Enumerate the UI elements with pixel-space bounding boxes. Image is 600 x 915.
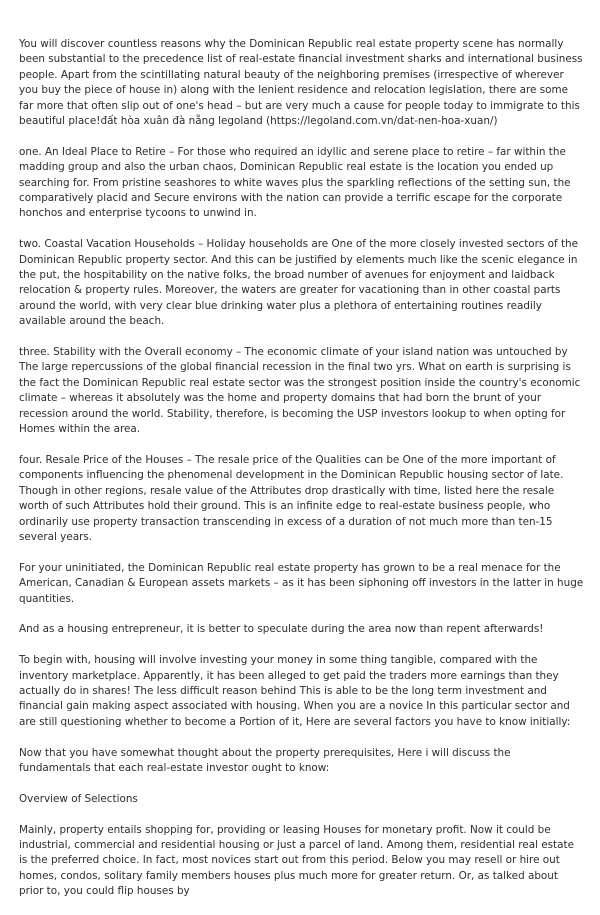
intro-text: You will discover countless reasons why the Dominican Republic real estate property scene has normally been substantial to the precedence list of real-estate financial investment sharks and international business people. Apart from the scintillating natural beauty of the neighboring premises (irrespective of wherever you buy the piece of house in) along with the lenient residence and relocation legislation, there are some far more that often slip out of one's head – but are very much a cause for people today to immigrate to this beautiful place! <box>19 38 583 128</box>
legoland-url: (https://legoland.com.vn/dat-nen-hoa-xuan/) <box>266 115 498 128</box>
paragraph-economy-stability: three. Stability with the Overall economy – The economic climate of your island nation was untouched by The large repercussions of the global financial recession in the final two yrs. What on earth is surprising is the fact the Dominican Republic real estate sector was the strongest position inside the country's economic climate – whereas it absolutely was the home and property domains that had born the brunt of your recession around the world. Stability, therefore, is becoming the USP investors lookup to when opting for Homes within the area. <box>19 346 581 436</box>
intro-paragraph <box>19 37 584 129</box>
section-heading-overview: Overview of Selections <box>19 792 138 805</box>
paragraph-vacation-homes: two. Coastal Vacation Households – Holiday households are One of the more closely invested sectors of the Dominican Republic property sector. And this can be justified by elements much like the scenic elegance in the put, the hospitability on the native folks, the broad number of avenues for enjoyment and laidback relocation & property rules. Moreover, the waters are greater for vacationing than in other coastal parts around the world, with very clear blue drinking water plus a plethora of entertaining routines readily available around the beach. <box>19 238 579 328</box>
article-body <box>19 37 584 915</box>
paragraph-mainly: Mainly, property entails shopping for, providing or leasing Houses for monetary profit. Now it could be industrial, commercial and residential housing or just a parcel of land. Among them, residential real estate is the preferred choice. In fact, most novices start out from this period. Below you may resell or hire out homes, condos, solitary family members houses plus much more for greater return. Or, as talked about prior to, you could flip houses by <box>19 823 574 898</box>
paragraph-retire: one. An Ideal Place to Retire – For those who required an idyllic and serene place to retire – far within the madding group and also the urban chaos, Dominican Republic real estate is the location you ended up searching for. From pristine seashores to white waves plus the sparkling reflections of the setting sun, the comparatively placid and Secure environs with the nation can provide a terrific escape for the corporate honchos and enterprise tycoons to unwind in. <box>19 145 571 220</box>
legoland-link[interactable]: đất hòa xuân đà nẵng legoland <box>100 115 263 128</box>
paragraph-fundamentals: Now that you have somewhat thought about the property prerequisites, Here i will discuss the fundamentals that each real-estate investor ought to know: <box>19 746 511 774</box>
paragraph-begin: To begin with, housing will involve investing your money in some thing tangible, compared with the inventory marketplace. Apparently, it has been alleged to get paid the traders more earnings than they actually do in shares! The less difficult reason behind This is able to be the long term investment and financial gain making aspect associated with housing. When you are a novice In this particular sector and are still questioning whether to become a Portion of it, Here are several factors you have to know initially: <box>19 654 571 728</box>
paragraph-uninitiated: For your uninitiated, the Dominican Republic real estate property has grown to be a real menace for the American, Canadian & European assets markets – as it has been siphoning off investors in the latter in huge quantities. <box>19 561 584 605</box>
paragraph-entrepreneur: And as a housing entrepreneur, it is better to speculate during the area now than repent afterwards! <box>19 623 544 636</box>
paragraph-resale-price: four. Resale Price of the Houses – The resale price of the Qualities can be One of the more important of components influencing the phenomenal development in the Dominican Republic housing sector of late. Though in other regions, resale value of the Attributes drop drastically with time, listed here the resale worth of such Attributes hold their ground. This is an infinite edge to real-estate business people, who ordinarily use property transaction transcending in excess of a duration of not much more than ten-15 several years. <box>19 453 564 543</box>
